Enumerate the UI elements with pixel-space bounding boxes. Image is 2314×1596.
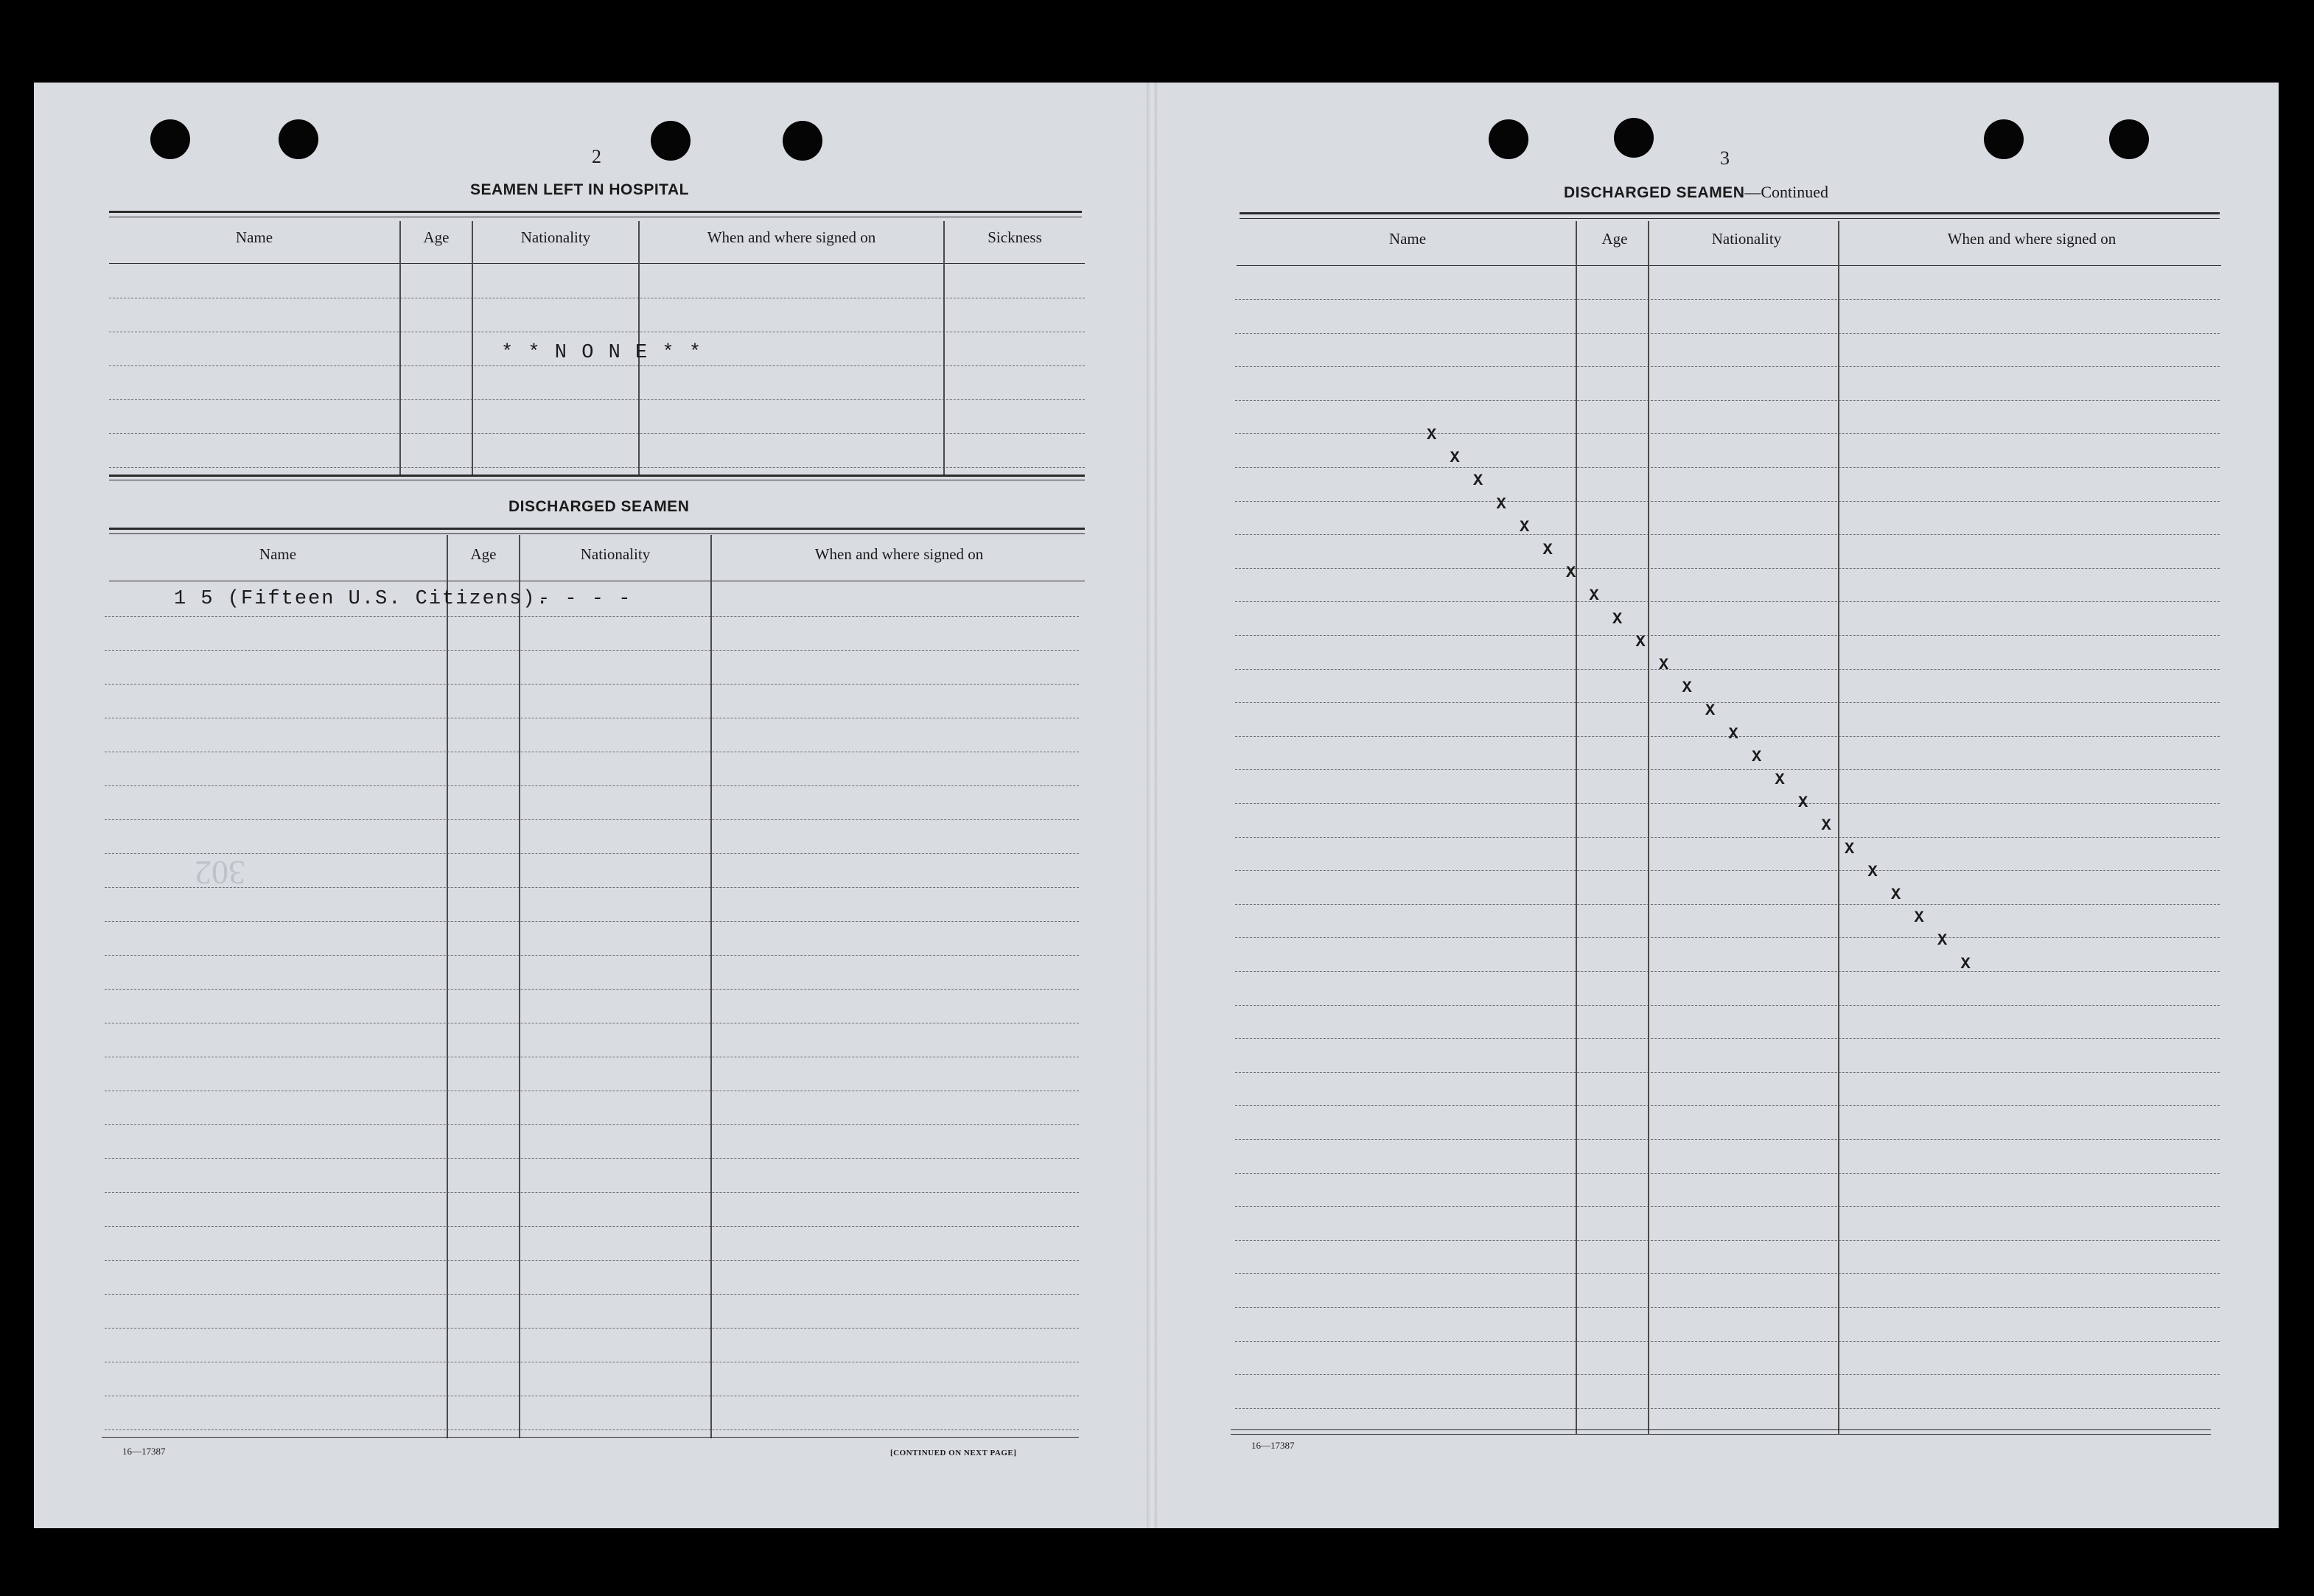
ruled-line [1235, 1206, 2220, 1207]
punch-hole [783, 121, 822, 161]
punch-hole [1614, 118, 1654, 158]
ruled-line [1235, 702, 2220, 703]
discharged-continued-title [1564, 183, 1828, 202]
ruled-line [1235, 1341, 2220, 1342]
cancel-mark: X [1566, 564, 1576, 583]
ruled-line [1235, 937, 2220, 938]
ruled-line [105, 650, 1079, 651]
cancel-mark: X [1821, 816, 1831, 836]
column-header-nationality: Nationality [580, 545, 651, 563]
cancel-mark: X [1960, 954, 1971, 973]
page-number: 2 [592, 146, 601, 167]
ruled-line [1235, 433, 2220, 434]
cancel-mark: X [1798, 794, 1808, 813]
ruled-line [105, 819, 1079, 820]
form-number: 16—17387 [122, 1446, 166, 1457]
ruled-line [105, 1158, 1079, 1159]
cancel-mark: X [1450, 449, 1460, 468]
column-divider [710, 535, 712, 1438]
table-bottom-rule [102, 1437, 1079, 1438]
table-top-rule [109, 528, 1085, 530]
hospital-entry-none: * * N O N E * * [501, 342, 703, 364]
ruled-line [1235, 635, 2220, 636]
ruled-line [1235, 366, 2220, 367]
table-bottom-rule [1231, 1434, 2211, 1435]
cancel-mark: X [1937, 931, 1948, 951]
title-suffix: —Continued [1744, 183, 1829, 201]
ruled-line [1235, 1273, 2220, 1274]
ruled-line [1235, 837, 2220, 838]
punch-hole [2109, 119, 2149, 159]
ruled-line [1235, 669, 2220, 670]
discharged-section-title: DISCHARGED SEAMEN [508, 498, 690, 515]
table-top-rule [1240, 212, 2220, 214]
table-top-rule [1240, 218, 2220, 219]
cancel-mark: X [1496, 494, 1506, 514]
ruled-line [105, 1429, 1079, 1430]
ruled-line [1235, 501, 2220, 502]
cancel-mark: X [1612, 609, 1623, 629]
title-text: DISCHARGED SEAMEN [1564, 184, 1745, 201]
cancel-mark: X [1867, 862, 1878, 881]
header-rule [109, 263, 1085, 264]
ruled-line [105, 1328, 1079, 1329]
column-divider [1648, 221, 1649, 1434]
cancel-mark: X [1682, 679, 1692, 698]
page-number: 3 [1720, 147, 1730, 169]
column-divider [472, 221, 473, 475]
ruled-line [1235, 1139, 2220, 1140]
ruled-line [105, 785, 1079, 786]
ruled-line [105, 684, 1079, 685]
left-page [34, 83, 1158, 1528]
table-bottom-rule [109, 475, 1085, 477]
punch-hole [150, 119, 190, 159]
cancel-mark: X [1705, 701, 1716, 721]
column-header-nationality: Nationality [1711, 230, 1782, 248]
cancel-mark: X [1659, 656, 1669, 674]
cancel-mark: X [1752, 747, 1762, 766]
column-divider [1838, 221, 1839, 1434]
column-divider [943, 221, 945, 475]
page-gutter [1147, 83, 1157, 1528]
column-header-sickness: Sickness [988, 228, 1042, 246]
cancel-mark: X [1473, 472, 1483, 491]
column-divider [1576, 221, 1577, 1434]
column-header-signed-on: When and where signed on [814, 545, 984, 563]
punch-hole [651, 121, 691, 161]
column-header-name: Name [259, 545, 297, 563]
table-bottom-rule [1231, 1429, 2211, 1430]
cancel-mark: X [1775, 771, 1785, 789]
ruled-line [1235, 1173, 2220, 1174]
ruled-line [1235, 333, 2220, 334]
column-divider [447, 535, 448, 1438]
ruled-line [1235, 736, 2220, 737]
ruled-line [105, 921, 1079, 922]
cancel-mark: X [1635, 632, 1646, 651]
punch-hole [279, 119, 318, 159]
table-top-rule [109, 211, 1082, 213]
bleed-through-number: 302 [195, 854, 245, 892]
ruled-line [1235, 467, 2220, 468]
cancel-mark: X [1542, 541, 1553, 559]
punch-hole [1489, 119, 1528, 159]
ruled-line [1235, 1408, 2220, 1409]
ruled-line [105, 989, 1079, 990]
column-header-signed-on: When and where signed on [707, 228, 876, 246]
column-header-age: Age [470, 545, 497, 563]
ruled-line [109, 399, 1085, 400]
ruled-line [105, 1294, 1079, 1295]
cancel-mark: X [1427, 426, 1437, 444]
continued-note: [CONTINUED ON NEXT PAGE] [890, 1449, 1017, 1457]
discharged-entry-name: 1 5 (Fifteen U.S. Citizens). [174, 588, 550, 610]
ruled-line [105, 1192, 1079, 1193]
ruled-line [1235, 400, 2220, 401]
ruled-line [1235, 904, 2220, 905]
column-header-signed-on: When and where signed on [1947, 230, 2116, 248]
ruled-line [1235, 870, 2220, 871]
cancel-mark: X [1520, 517, 1530, 536]
ruled-line [105, 616, 1079, 617]
cancel-mark: X [1845, 839, 1855, 858]
ruled-line [1235, 803, 2220, 804]
ruled-line [109, 365, 1085, 366]
ruled-line [105, 955, 1079, 956]
ruled-line [1235, 1072, 2220, 1073]
hospital-section-title: SEAMEN LEFT IN HOSPITAL [470, 181, 689, 198]
ruled-line [1235, 1374, 2220, 1375]
ruled-line [105, 853, 1079, 854]
cancel-mark: X [1728, 724, 1738, 743]
ruled-line [105, 1226, 1079, 1227]
ruled-line [1235, 971, 2220, 972]
column-header-age: Age [1601, 230, 1628, 248]
cancel-mark: X [1589, 587, 1599, 606]
column-header-nationality: Nationality [520, 228, 591, 246]
ruled-line [109, 433, 1085, 434]
ruled-line [109, 467, 1085, 468]
table-top-rule [109, 533, 1085, 534]
column-header-name: Name [1388, 230, 1427, 248]
ruled-line [105, 1124, 1079, 1125]
column-divider [519, 535, 520, 1438]
ruled-line [1235, 1240, 2220, 1241]
ruled-line [1235, 299, 2220, 300]
column-header-age: Age [423, 228, 450, 246]
ruled-line [1235, 1038, 2220, 1039]
ruled-line [1235, 1005, 2220, 1006]
column-header-name: Name [235, 228, 273, 246]
ruled-line [1235, 1105, 2220, 1106]
cancel-mark: X [1891, 886, 1901, 904]
discharged-entry-nationality: - - - - [538, 588, 632, 610]
cancel-mark: X [1914, 909, 1924, 928]
ruled-line [1235, 534, 2220, 535]
ruled-line [1235, 601, 2220, 602]
ruled-line [105, 1260, 1079, 1261]
ruled-line [1235, 1307, 2220, 1308]
ruled-line [1235, 769, 2220, 770]
ruled-line [105, 887, 1079, 888]
header-rule [1237, 265, 2221, 266]
punch-hole [1984, 119, 2024, 159]
column-divider [399, 221, 401, 475]
form-number: 16—17387 [1251, 1440, 1295, 1451]
ruled-line [1235, 568, 2220, 569]
